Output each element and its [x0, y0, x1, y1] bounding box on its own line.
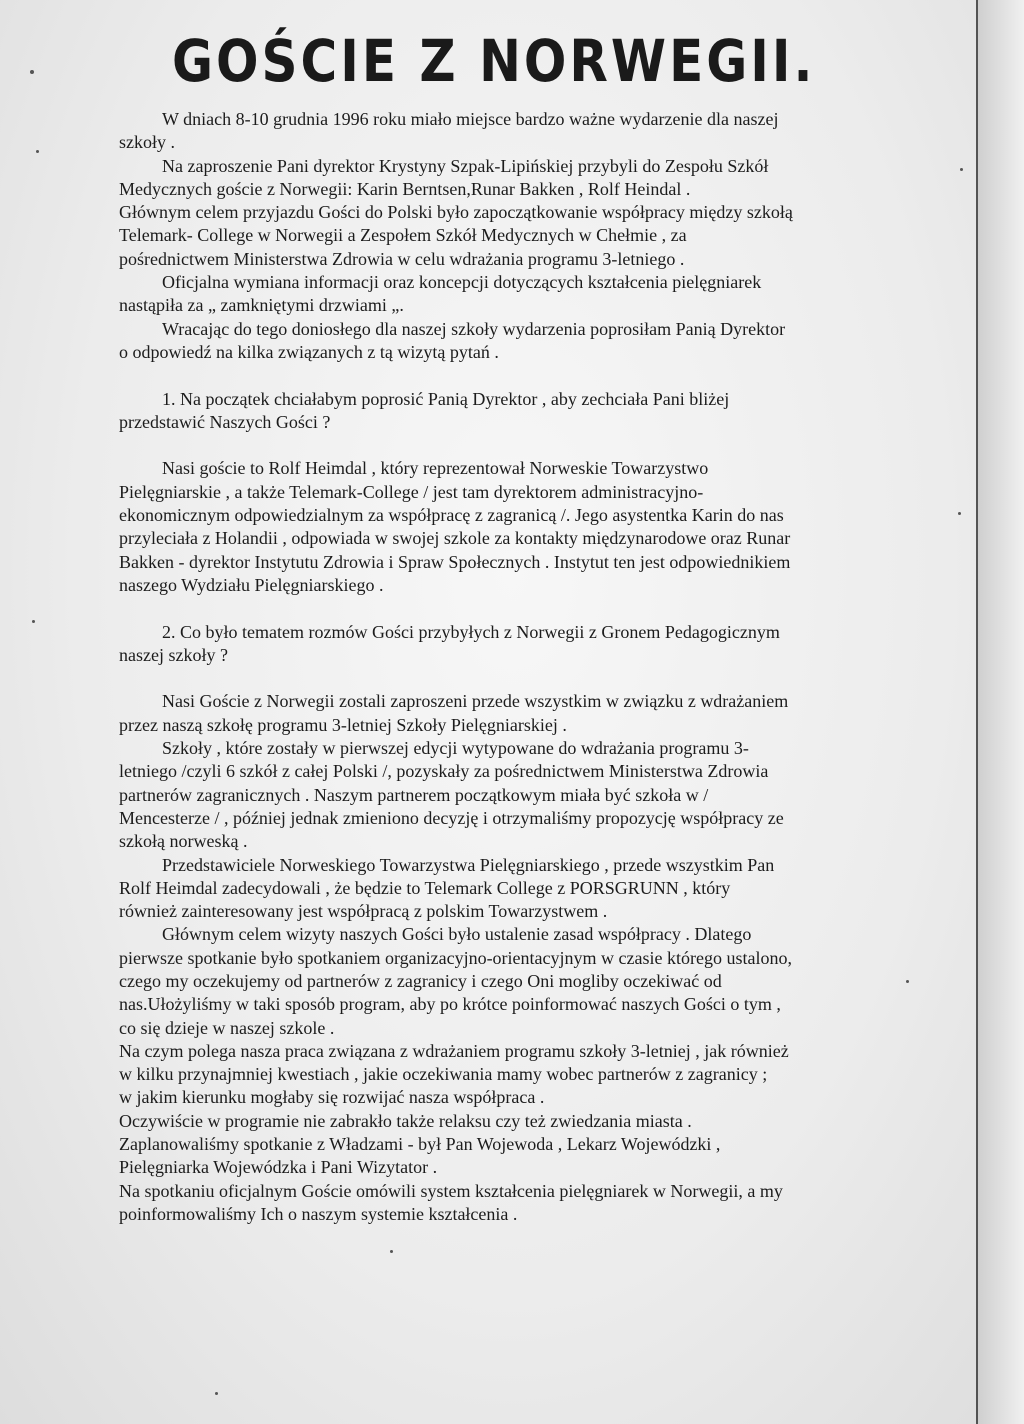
text-line: Pielęgniarskie , a także Telemark-College / jest tam dyrektorem administracyjno- [119, 481, 704, 502]
text-line: pierwsze spotkanie było spotkaniem organizacyjno-orientacyjnym w czasie którego ustalono, [119, 947, 792, 968]
text-line: nas.Ułożyliśmy w taki sposób program, aby po krótce poinformować naszych Gości o tym , [119, 994, 781, 1015]
text-line: nastąpiła za „ zamkniętymi drzwiami „. [119, 295, 404, 316]
scan-speck [960, 168, 963, 171]
scan-speck [390, 1250, 393, 1253]
text-line: w jakim kierunku mogłaby się rozwijać nasza współpraca . [119, 1087, 545, 1108]
text-line: Bakken - dyrektor Instytutu Zdrowia i Spraw Społecznych . Instytut ten jest odpowiednikiem [119, 551, 791, 572]
scan-speck [215, 1392, 218, 1395]
blank-line [119, 597, 899, 620]
text-line: Mencesterze / , później jednak zmieniono decyzję i otrzymaliśmy propozycję współpracy ze [119, 807, 784, 828]
text-line: Głównym celem wizyty naszych Gości było ustalenie zasad współpracy . Dlatego [162, 924, 752, 945]
text-line: pośrednictwem Ministerstwa Zdrowia w celu wdrażania programu 3-letniego . [119, 248, 685, 269]
blank-line [119, 364, 899, 387]
text-line: czego my oczekujemy od partnerów z zagranicy i czego Oni mogliby oczekiwać od [119, 970, 722, 991]
text-line: w kilku przynajmniej kwestiach , jakie oczekiwania mamy wobec partnerów z zagranicy ; [119, 1064, 768, 1085]
text-line: Nasi goście to Rolf Heimdal , który reprezentował Norweskie Towarzystwo [162, 458, 709, 479]
text-line: przez naszą szkołę programu 3-letniej Szkoły Pielęgniarskiej . [119, 714, 567, 735]
text-line: Oczywiście w programie nie zabrakło także relaksu czy też zwiedzania miasta . [119, 1110, 692, 1131]
text-line: naszej szkoły ? [119, 644, 228, 665]
blank-line [119, 667, 899, 690]
scan-speck [30, 70, 34, 74]
page-edge [976, 0, 978, 1424]
text-line: naszego Wydziału Pielęgniarskiego . [119, 574, 384, 595]
text-line: Na spotkaniu oficjalnym Goście omówili system kształcenia pielęgniarek w Norwegii, a my [119, 1180, 783, 1201]
scan-speck [36, 150, 39, 153]
text-line: przyleciała z Holandii , odpowiada w swojej szkole za kontakty międzynarodowe oraz Runar [119, 528, 791, 549]
article-title: GOŚCIE Z NORWEGII. [172, 28, 816, 95]
text-line: Na czym polega nasza praca związana z wdrażaniem programu szkoły 3-letniej , jak również [119, 1040, 789, 1061]
text-line: Rolf Heimdal zadecydowali , że będzie to Telemark College z PORSGRUNN , który [119, 877, 731, 898]
scan-speck [32, 620, 35, 623]
scan-speck [906, 980, 909, 983]
text-line: Szkoły , które zostały w pierwszej edycji wytypowane do wdrażania programu 3- [162, 738, 749, 759]
text-line: szkołą norweską . [119, 831, 248, 852]
text-line: Głównym celem przyjazdu Gości do Polski było zapoczątkowanie współpracy między szkołą [119, 202, 793, 223]
text-line: ekonomicznym odpowiedzialnym za współpracę z zagranicą /. Jego asystentka Karin do nas [119, 505, 784, 526]
text-line: Przedstawiciele Norweskiego Towarzystwa Pielęgniarskiego , przede wszystkim Pan [162, 854, 775, 875]
article-body [119, 108, 899, 1226]
text-line: partnerów zagranicznych . Naszym partnerem początkowym miała być szkoła w / [119, 784, 709, 805]
text-line: Medycznych goście z Norwegii: Karin Berntsen,Runar Bakken , Rolf Heindal . [119, 178, 691, 199]
text-line: przedstawić Naszych Gości ? [119, 411, 331, 432]
text-line: co się dzieje w naszej szkole . [119, 1017, 335, 1038]
text-line: poinformowaliśmy Ich o naszym systemie kształcenia . [119, 1203, 518, 1224]
text-line: szkoły . [119, 132, 175, 153]
page-edge-shadow [978, 0, 1024, 1424]
text-line: 2. Co było tematem rozmów Gości przybyłych z Norwegii z Gronem Pedagogicznym [162, 621, 780, 642]
text-line: o odpowiedź na kilka związanych z tą wizytą pytań . [119, 341, 499, 362]
text-line: Oficjalna wymiana informacji oraz koncepcji dotyczących kształcenia pielęgniarek [162, 272, 762, 293]
text-line: Zaplanowaliśmy spotkanie z Władzami - był Pan Wojewoda , Lekarz Wojewódzki , [119, 1134, 721, 1155]
text-line: Nasi Goście z Norwegii zostali zaproszeni przede wszystkim w związku z wdrażaniem [162, 691, 789, 712]
text-line: Wracając do tego doniosłego dla naszej szkoły wydarzenia poprosiłam Panią Dyrektor [162, 318, 786, 339]
text-line: Pielęgniarka Wojewódzka i Pani Wizytator . [119, 1157, 438, 1178]
text-line: 1. Na początek chciałabym poprosić Panią Dyrektor , aby zechciała Pani bliżej [162, 388, 730, 409]
text-line: Telemark- College w Norwegii a Zespołem Szkół Medycznych w Chełmie , za [119, 225, 687, 246]
text-line: W dniach 8-10 grudnia 1996 roku miało miejsce bardzo ważne wydarzenie dla naszej [162, 109, 779, 129]
text-line: również zainteresowany jest współpracą z polskim Towarzystwem . [119, 901, 608, 922]
text-line: Na zaproszenie Pani dyrektor Krystyny Szpak-Lipińskiej przybyli do Zespołu Szkół [162, 155, 769, 176]
text-line: letniego /czyli 6 szkół z całej Polski /, pozyskały za pośrednictwem Ministerstwa Zdrowia [119, 761, 769, 782]
blank-line [119, 434, 899, 457]
scan-speck [958, 512, 961, 515]
